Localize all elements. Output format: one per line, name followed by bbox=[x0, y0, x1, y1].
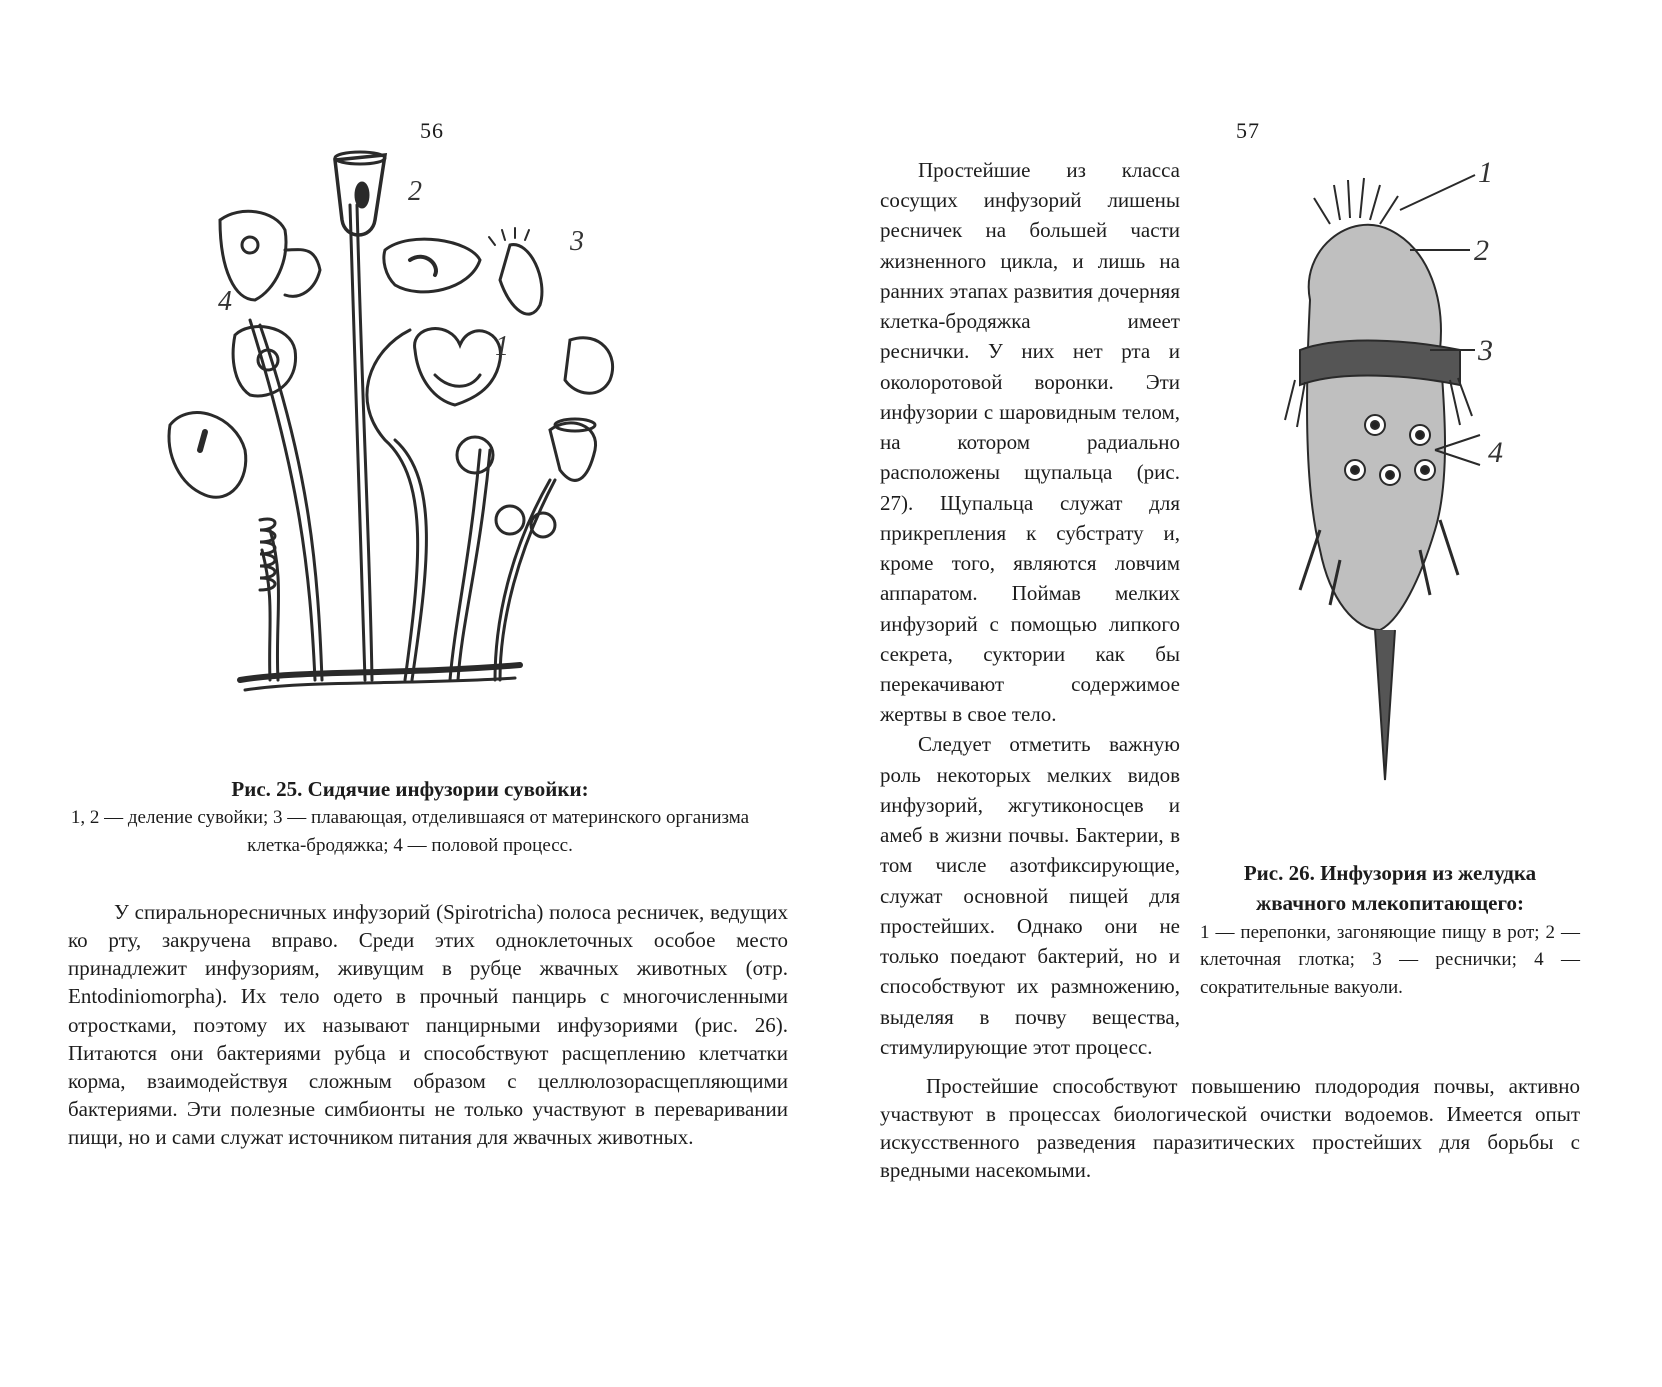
fig25-label-4: 4 bbox=[218, 286, 232, 317]
figure-25-caption bbox=[60, 774, 760, 860]
fig26-label-2: 2 bbox=[1474, 234, 1489, 267]
figure-26-caption bbox=[1200, 858, 1580, 1002]
figure-25-illustration bbox=[150, 150, 584, 710]
left-page-paragraph bbox=[68, 898, 788, 1151]
right-page-number: 57 bbox=[1236, 118, 1260, 143]
figure-26-drawing bbox=[1260, 150, 1530, 830]
left-paragraph-text: У спиральноресничных инфузорий (Spirotricha) полоса ресничек, ведущих ко рту, закручена вправо. Среди этих одноклеточных особое место принадлежит инфузориям, живущим в рубце жвачных животных (отр. Entodiniomorpha). Их тело одето в прочный панцирь с многочисленными отростками, поэтому их называют панцирными инфузориями (рис. 26). Питаются они бактериями рубца и способствуют расщеплению клетчатки корма, взаимодействуя сложным образом с целлюлозорасщепляющими бактериями. Эти полезные симбионты не только участвуют в переваривании пищи, но и сами служат источником питания для жвачных животных. bbox=[68, 900, 788, 1149]
figure-26-caption-title: Рис. 26. Инфузория из желудка жвачного млекопитающего: bbox=[1243, 861, 1537, 916]
figure-26-illustration bbox=[1260, 150, 1530, 830]
fig25-label-3: 3 bbox=[570, 226, 584, 257]
right-page-bottom-paragraph bbox=[880, 1072, 1580, 1185]
fig26-label-1: 1 bbox=[1478, 156, 1493, 189]
fig26-label-3: 3 bbox=[1478, 334, 1493, 367]
figure-25-caption-text: 1, 2 — деление сувойки; 3 — плавающая, отделившаяся от материнского организма клетка-бродяжка; 4 — половой процесс. bbox=[70, 807, 750, 856]
right-column-paragraph-2: Следует отметить важную роль некоторых мелких видов инфузорий, жгутиконосцев и амеб в жизни почвы. Бактерии, в том числе азотфиксирующие, служат основной пищей для простейших. Однако они не только поедают бактерий, но и способствуют их размножению, выделяя в почву вещества, стимулирующие этот процесс. bbox=[880, 732, 1180, 1059]
right-bottom-paragraph-text: Простейшие способствуют повышению плодородия почвы, активно участвуют в процессах биологической очистки водоемов. Имеется опыт искусственного разведения паразитических простейших для борьбы с вредными насекомыми. bbox=[880, 1074, 1580, 1183]
figure-26-caption-text: 1 — перепонки, загоняющие пищу в рот; 2 — клеточная глотка; 3 — реснички; 4 — сократительные вакуоли. bbox=[1200, 921, 1580, 998]
right-column-text bbox=[880, 155, 1180, 1062]
figure-25-drawing bbox=[150, 150, 584, 710]
fig26-label-4: 4 bbox=[1488, 436, 1503, 469]
fig25-label-2: 2 bbox=[408, 176, 422, 207]
right-column-paragraph-1: Простейшие из класса сосущих инфузорий лишены ресничек на большей части жизненного цикла, и лишь на ранних этапах развития дочерняя клетка-бродяжка имеет реснички. У них нет рта и околоротовой воронки. Эти инфузории с шаровидным телом, на котором радиально расположены щупальца (рис. 27). Щупальца служат для прикрепления к субстрату и, кроме того, являются ловчим аппаратом. Поймав мелких инфузорий с помощью липкого секрета, суктории как бы перекачивают содержимое жертвы в свое тело. bbox=[880, 158, 1180, 727]
figure-25-caption-title: Рис. 25. Сидячие инфузории сувойки: bbox=[231, 777, 589, 801]
fig25-label-1: 1 bbox=[495, 331, 509, 362]
left-page-number: 56 bbox=[420, 118, 444, 143]
